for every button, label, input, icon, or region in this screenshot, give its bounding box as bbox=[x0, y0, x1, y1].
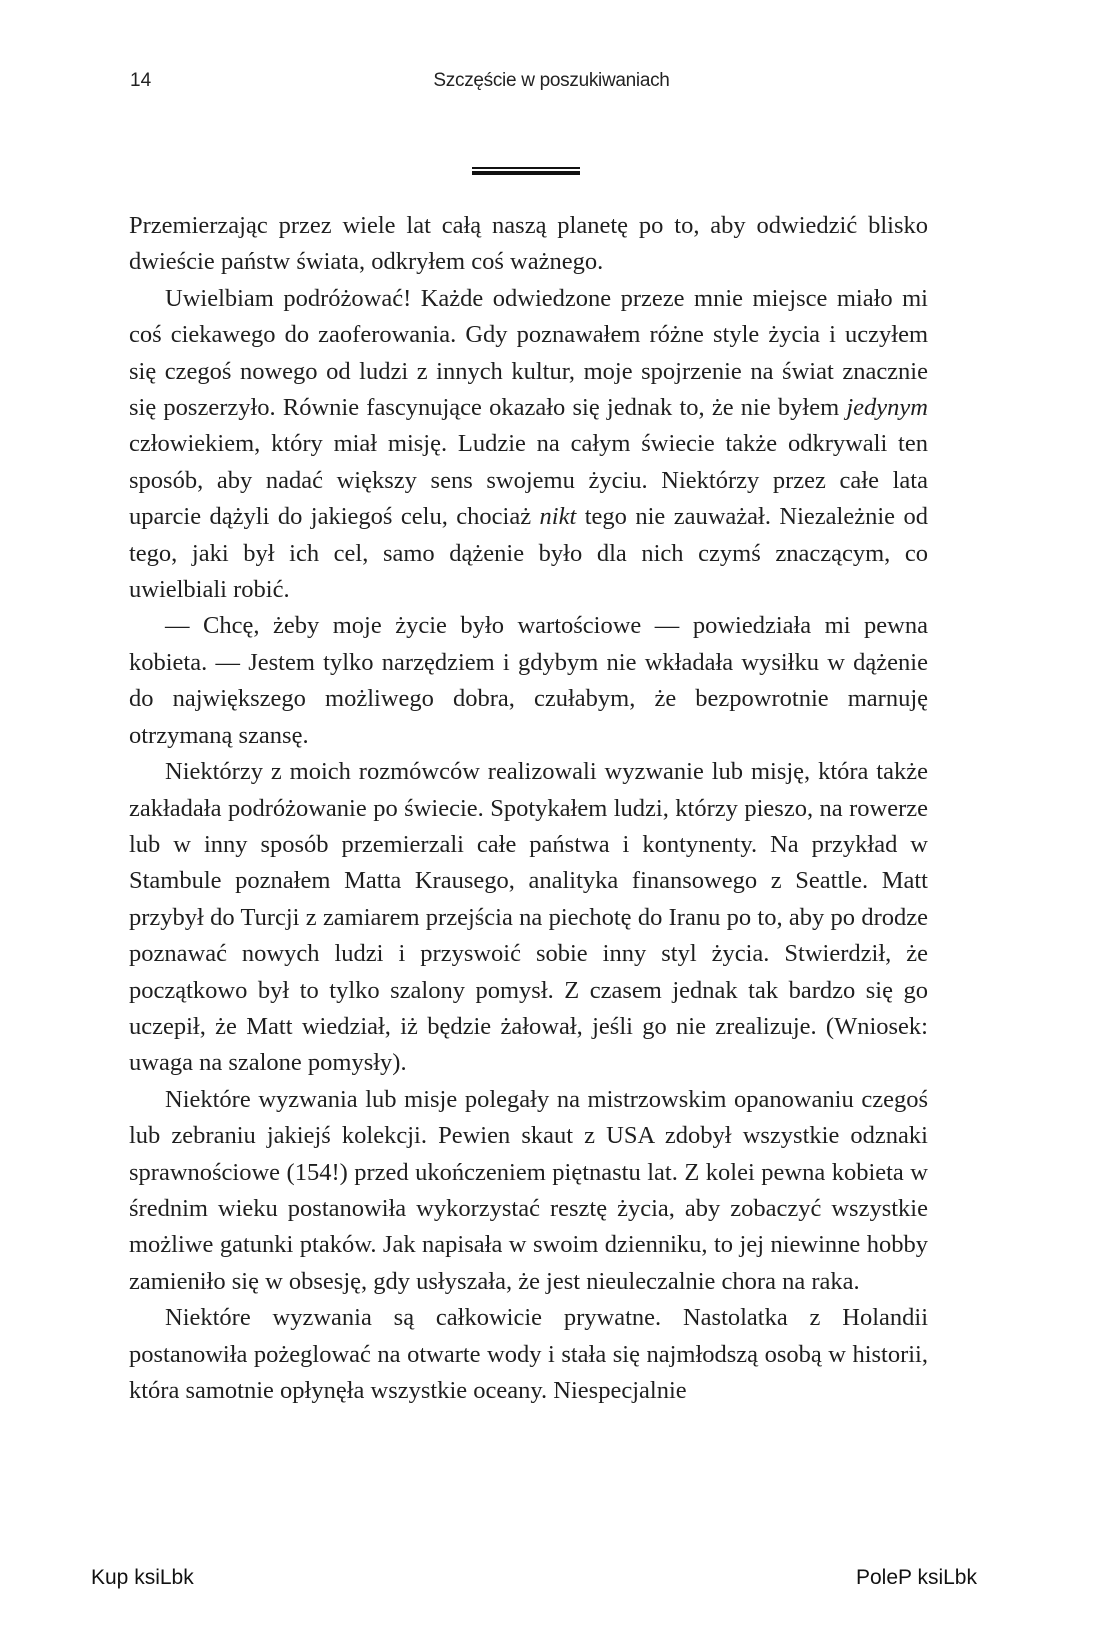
page-number: 14 bbox=[130, 70, 152, 91]
paragraph-3-dialogue: — Chcę, żeby moje życie było wartościowe — powiedziała mi pewna kobieta. — Jestem tylko narzędziem i gdybym nie wkładała wysiłku w dążenie do największego możliwego dobra, czułabym, że bezpowrotnie marnuję otrzymaną szansę. bbox=[129, 612, 928, 749]
divider-thin-line bbox=[472, 167, 580, 169]
paragraph-2-part-a: Uwielbiam podróżować! Każde odwiedzone przeze mnie miejsce miało mi coś ciekawego do zaoferowania. Gdy poznawałem różne style życia i uczyłem się czegoś nowego od ludzi z innych kultur, moje spojrzenie na świat znacznie się poszerzyło. Równie fascynujące okazało się jednak to, że nie byłem bbox=[129, 284, 928, 422]
paragraph-2 bbox=[129, 281, 928, 609]
divider-thick-line bbox=[472, 171, 580, 175]
footer-recommend-book-link[interactable]: PoleP ksiLbk bbox=[855, 1566, 977, 1589]
paragraph-2-part-b: człowiekiem, który miał misję. Ludzie na całym świecie także odkrywali ten sposób, aby nadać większy sens swojemu życiu. Niektórzy przez całe lata uparcie dążyli do jakiegoś celu, chociaż bbox=[129, 430, 928, 531]
emphasis-nikt: nikt bbox=[539, 503, 577, 531]
emphasis-jedynym: jedynym bbox=[846, 394, 928, 422]
paragraph-6: Niektóre wyzwania są całkowicie prywatne. Nastolatka z Holandii postanowiła pożeglować na otwarte wody i stała się najmłodszą osobą w historii, która samotnie opłynęła wszystkie oceany. Niespecjalnie bbox=[129, 1304, 928, 1404]
body-text bbox=[129, 208, 928, 1409]
footer-buy-book-link[interactable]: Kup ksiLbk bbox=[91, 1566, 194, 1589]
paragraph-4: Niektórzy z moich rozmówców realizowali wyzwanie lub misję, która także zakładała podróżowanie po świecie. Spotykałem ludzi, którzy pieszo, na rowerze lub w inny sposób przemierzali całe państwa i kontynenty. Na przykład w Stambule poznałem Matta Krausego, analityka finansowego z Seattle. Matt przybył do Turcji z zamiarem przejścia na piechotę do Iranu po to, aby po drodze poznawać nowych ludzi i przyswoić sobie inny styl życia. Stwierdził, że początkowo był to tylko szalony pomysł. Z czasem jednak tak bardzo się go uczepił, że Matt wiedział, iż będzie żałował, jeśli go nie zrealizuje. (Wniosek: uwaga na szalone pomysły). bbox=[129, 758, 928, 1077]
paragraph-5: Niektóre wyzwania lub misje polegały na mistrzowskim opanowaniu czegoś lub zebraniu jakiejś kolekcji. Pewien skaut z USA zdobył wszystkie odznaki sprawnościowe (154!) przed ukończeniem piętnastu lat. Z kolei pewna kobieta w średnim wieku postanowiła wykorzystać resztę życia, aby zobaczyć wszystkie możliwe gatunki ptaków. Jak napisała w swoim dzienniku, to jej niewinne hobby zamieniło się w obsesję, gdy usłyszała, że jest nieuleczalnie chora na raka. bbox=[129, 1085, 928, 1295]
running-head-title: Szczęście w poszukiwaniach bbox=[433, 70, 670, 91]
paragraph-1: Przemierzając przez wiele lat całą naszą planetę po to, aby odwiedzić blisko dwieście państw świata, odkryłem coś ważnego. bbox=[129, 212, 928, 276]
paragraph-2-part-c: tego nie zauważał. Niezależnie od tego, jaki był ich cel, samo dążenie było dla nich czymś znaczącym, co uwielbiali robić. bbox=[129, 503, 928, 604]
section-divider-ornament bbox=[472, 167, 580, 175]
